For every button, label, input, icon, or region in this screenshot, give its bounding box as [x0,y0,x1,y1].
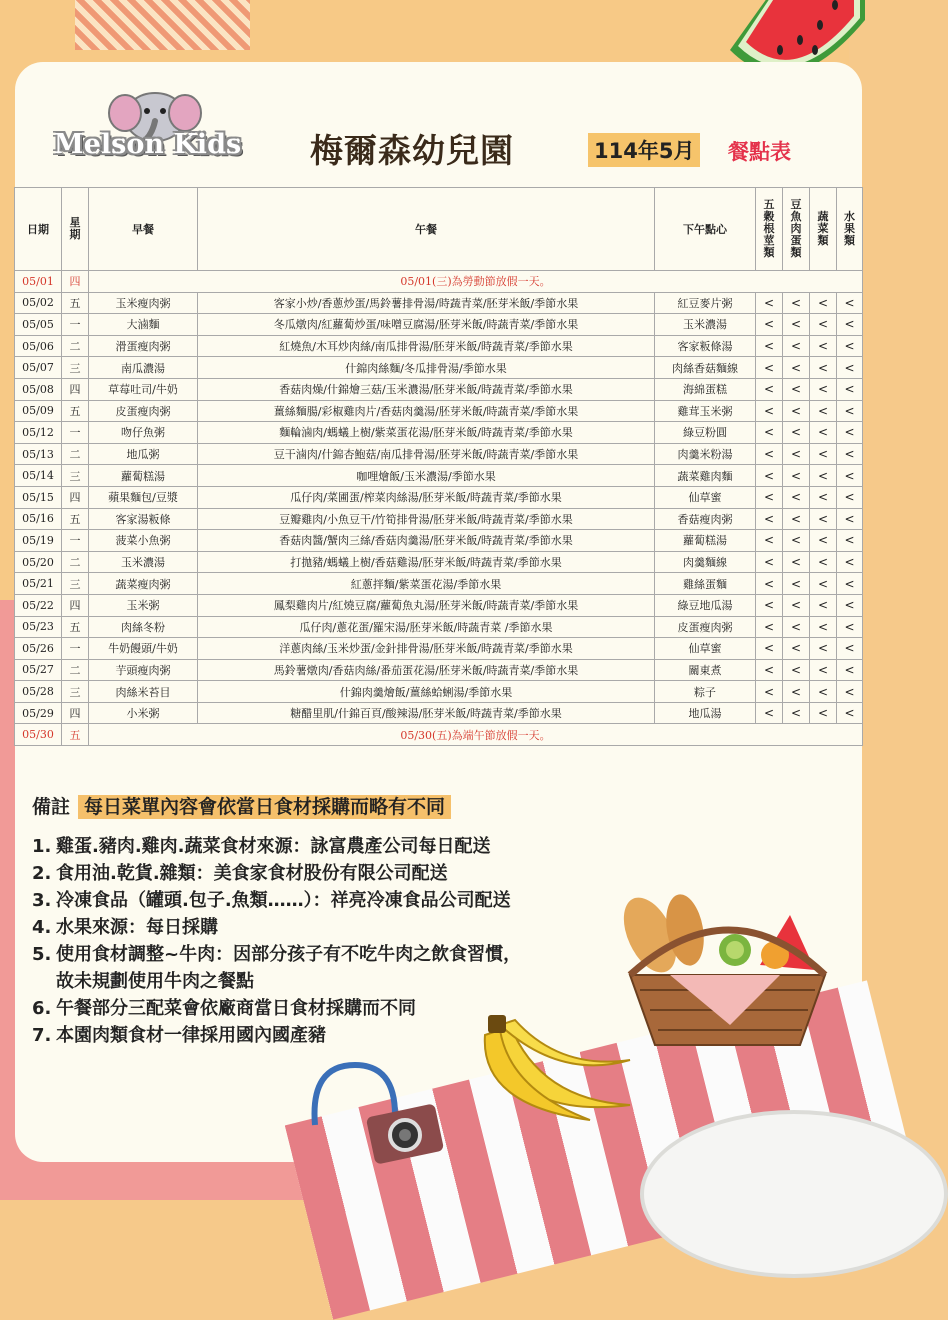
row-lunch: 豆干滷肉/什錦杏鮑菇/南瓜排骨湯/胚芽米飯/時蔬青菜/季節水果 [198,443,655,465]
table-row [15,551,863,573]
plate-decoration [640,1110,948,1278]
row-breakfast: 牛奶饅頭/牛奶 [89,638,198,660]
header-grains: 五 穀 根 莖 類 [756,188,783,271]
row-lunch: 咖哩燴飯/玉米濃湯/季節水果 [198,465,655,487]
row-date: 05/30 [15,724,62,746]
note-number: 7. [32,1025,52,1046]
food-group-check: < [837,659,863,681]
food-group-check: < [837,378,863,400]
row-snack: 關東煮 [655,659,756,681]
row-snack: 雞茸玉米粥 [655,400,756,422]
row-snack: 肉絲香菇麵線 [655,357,756,379]
row-date: 05/19 [15,530,62,552]
row-date: 05/07 [15,357,62,379]
food-group-check: < [837,616,863,638]
picnic-basket-icon [610,895,840,1055]
food-group-check: < [810,551,837,573]
row-snack: 紅豆麥片粥 [655,292,756,314]
food-group-check: < [837,422,863,444]
note-text: 使用食材調整~牛肉：因部分孩子有不吃牛肉之飲食習慣， [56,944,522,965]
row-weekday: 一 [62,530,89,552]
food-group-check: < [783,638,810,660]
row-date: 05/28 [15,681,62,703]
food-group-check: < [783,465,810,487]
food-group-check: < [837,551,863,573]
note-item [32,914,521,941]
food-group-check: < [810,357,837,379]
food-group-check: < [756,465,783,487]
food-group-check: < [756,400,783,422]
logo-text: Melson Kids [53,129,242,160]
row-lunch: 豆瓣雞肉/小魚豆干/竹筍排骨湯/胚芽米飯/時蔬青菜/季節水果 [198,508,655,530]
row-lunch: 薑絲麵腸/彩椒雞肉片/香菇肉羹湯/胚芽米飯/時蔬青菜/季節水果 [198,400,655,422]
food-group-check: < [810,508,837,530]
table-row [15,616,863,638]
food-group-check: < [756,292,783,314]
row-breakfast: 蘋果麵包/豆漿 [89,486,198,508]
header-protein: 豆 魚 肉 蛋 類 [783,188,810,271]
header-date: 日期 [15,188,62,271]
notes-header [32,792,521,819]
table-row [15,508,863,530]
row-lunch: 打拋豬/螞蟻上樹/香菇雞湯/胚芽米飯/時蔬青菜/季節水果 [198,551,655,573]
row-lunch: 什錦肉絲麵/冬瓜排骨湯/季節水果 [198,357,655,379]
food-group-check: < [837,443,863,465]
food-group-check: < [756,314,783,336]
menu-table [14,187,863,746]
row-breakfast: 玉米粥 [89,594,198,616]
header-breakfast: 早餐 [89,188,198,271]
row-date: 05/12 [15,422,62,444]
food-group-check: < [810,573,837,595]
row-weekday: 一 [62,422,89,444]
food-group-check: < [756,681,783,703]
row-snack: 仙草蜜 [655,638,756,660]
row-snack: 蘿蔔糕湯 [655,530,756,552]
food-group-check: < [756,508,783,530]
row-breakfast: 蘿蔔糕湯 [89,465,198,487]
food-group-check: < [783,400,810,422]
food-group-check: < [783,378,810,400]
note-number: 2. [32,863,52,884]
row-snack: 綠豆粉圓 [655,422,756,444]
table-row [15,357,863,379]
row-snack: 香菇瘦肉粥 [655,508,756,530]
table-row [15,271,863,293]
food-group-check: < [783,335,810,357]
note-text: 雞蛋.豬肉.雞肉.蔬菜食材來源：詠富農產公司每日配送 [56,836,491,857]
food-group-check: < [837,314,863,336]
table-row [15,638,863,660]
food-group-check: < [756,335,783,357]
row-breakfast: 皮蛋瘦肉粥 [89,400,198,422]
food-group-check: < [810,638,837,660]
food-group-check: < [837,573,863,595]
row-snack: 蔬菜雞肉麵 [655,465,756,487]
note-number: 1. [32,836,52,857]
food-group-check: < [810,486,837,508]
food-group-check: < [783,681,810,703]
food-group-check: < [837,400,863,422]
note-text: 冷凍食品（罐頭.包子.魚類……）：祥亮冷凍食品公司配送 [56,890,511,911]
food-group-check: < [810,702,837,724]
row-lunch: 香菇肉燥/什錦燴三菇/玉米濃湯/胚芽米飯/時蔬青菜/季節水果 [198,378,655,400]
notes-highlight: 每日菜單內容會依當日食材採購而略有不同 [78,795,451,819]
row-weekday: 二 [62,443,89,465]
row-snack: 地瓜湯 [655,702,756,724]
food-group-check: < [756,422,783,444]
row-weekday: 四 [62,594,89,616]
note-item [32,941,521,968]
food-group-check: < [837,638,863,660]
row-breakfast: 蔬菜瘦肉粥 [89,573,198,595]
food-group-check: < [783,702,810,724]
row-lunch: 冬瓜燉肉/紅蘿蔔炒蛋/味噌豆腐湯/胚芽米飯/時蔬青菜/季節水果 [198,314,655,336]
food-group-check: < [837,486,863,508]
food-group-check: < [783,594,810,616]
row-date: 05/05 [15,314,62,336]
food-group-check: < [756,594,783,616]
food-group-check: < [837,530,863,552]
row-weekday: 一 [62,638,89,660]
row-date: 05/16 [15,508,62,530]
row-weekday: 二 [62,659,89,681]
row-breakfast: 肉絲冬粉 [89,616,198,638]
row-snack: 肉羹麵線 [655,551,756,573]
row-snack: 玉米濃湯 [655,314,756,336]
notes-label: 備註 [32,796,71,818]
row-weekday: 四 [62,271,89,293]
row-date: 05/02 [15,292,62,314]
row-date: 05/15 [15,486,62,508]
food-group-check: < [756,659,783,681]
row-breakfast: 吻仔魚粥 [89,422,198,444]
row-snack: 粽子 [655,681,756,703]
header-vegetables: 蔬 菜 類 [810,188,837,271]
row-weekday: 五 [62,292,89,314]
note-number: 6. [32,998,52,1019]
food-group-check: < [837,335,863,357]
school-name: 梅爾森幼兒園 [310,131,514,170]
school-logo [40,85,255,170]
food-group-check: < [783,292,810,314]
row-date: 05/14 [15,465,62,487]
row-breakfast: 肉絲米苔目 [89,681,198,703]
row-date: 05/13 [15,443,62,465]
holiday-notice: 05/30(五)為端午節放假一天。 [89,724,863,746]
note-item [32,833,521,860]
row-lunch: 鳳梨雞肉片/紅燒豆腐/蘿蔔魚丸湯/胚芽米飯/時蔬青菜/季節水果 [198,594,655,616]
food-group-check: < [783,486,810,508]
row-date: 05/23 [15,616,62,638]
row-weekday: 二 [62,551,89,573]
row-date: 05/01 [15,271,62,293]
food-group-check: < [756,702,783,724]
food-group-check: < [783,422,810,444]
row-breakfast: 地瓜粥 [89,443,198,465]
row-weekday: 二 [62,335,89,357]
row-snack: 仙草蜜 [655,486,756,508]
menu-table-body [15,271,863,746]
row-weekday: 五 [62,616,89,638]
food-group-check: < [810,292,837,314]
food-group-check: < [810,314,837,336]
note-text-continued: 故未規劃使用牛肉之餐點 [56,971,254,992]
header-weekday: 星 期 [62,188,89,271]
row-date: 05/21 [15,573,62,595]
table-row [15,486,863,508]
row-weekday: 五 [62,724,89,746]
row-breakfast: 菠菜小魚粥 [89,530,198,552]
food-group-check: < [756,573,783,595]
row-weekday: 三 [62,681,89,703]
table-row [15,594,863,616]
food-group-check: < [810,400,837,422]
row-date: 05/09 [15,400,62,422]
food-group-check: < [756,551,783,573]
row-snack: 雞絲蛋麵 [655,573,756,595]
checkered-cloth-decoration [75,0,250,50]
note-text: 本園肉類食材一律採用國內國產豬 [56,1025,326,1046]
row-weekday: 五 [62,508,89,530]
food-group-check: < [810,530,837,552]
row-lunch: 麵輪滷肉/螞蟻上樹/紫菜蛋花湯/胚芽米飯/時蔬青菜/季節水果 [198,422,655,444]
table-row [15,724,863,746]
food-group-check: < [810,443,837,465]
food-group-check: < [783,551,810,573]
food-group-check: < [837,681,863,703]
food-group-check: < [756,378,783,400]
note-number: 4. [32,917,52,938]
row-weekday: 四 [62,378,89,400]
food-group-check: < [756,530,783,552]
row-lunch: 紅燒魚/木耳炒肉絲/南瓜排骨湯/胚芽米飯/時蔬青菜/季節水果 [198,335,655,357]
row-lunch: 客家小炒/香蔥炒蛋/馬鈴薯排骨湯/時蔬青菜/胚芽米飯/季節水果 [198,292,655,314]
note-item [32,860,521,887]
food-group-check: < [837,508,863,530]
table-row [15,422,863,444]
row-date: 05/08 [15,378,62,400]
header-fruit: 水 果 類 [837,188,863,271]
row-weekday: 四 [62,702,89,724]
row-breakfast: 小米粥 [89,702,198,724]
row-date: 05/20 [15,551,62,573]
food-group-check: < [783,508,810,530]
note-text: 食用油.乾貨.雜類：美食家食材股份有限公司配送 [56,863,448,884]
table-row [15,573,863,595]
table-row [15,659,863,681]
row-lunch: 香菇肉醬/蟹肉三絲/香菇肉羹湯/胚芽米飯/時蔬青菜/季節水果 [198,530,655,552]
food-group-check: < [783,443,810,465]
food-group-check: < [756,443,783,465]
row-lunch: 洋蔥肉絲/玉米炒蛋/金針排骨湯/胚芽米飯/時蔬青菜/季節水果 [198,638,655,660]
food-group-check: < [756,616,783,638]
notes-list [32,833,521,1049]
note-item [32,995,521,1022]
note-item [32,887,521,914]
table-row [15,292,863,314]
food-group-check: < [756,638,783,660]
table-row [15,702,863,724]
note-text: 午餐部分三配菜會依廠商當日食材採購而不同 [56,998,416,1019]
table-row [15,465,863,487]
banana-icon [470,1010,640,1130]
table-row [15,400,863,422]
row-date: 05/27 [15,659,62,681]
row-weekday: 三 [62,465,89,487]
food-group-check: < [810,335,837,357]
header-snack: 下午點心 [655,188,756,271]
row-snack: 肉羹米粉湯 [655,443,756,465]
row-lunch: 瓜仔肉/菜圃蛋/榨菜肉絲湯/胚芽米飯/時蔬青菜/季節水果 [198,486,655,508]
row-lunch: 馬鈴薯燉肉/香菇肉絲/番茄蛋花湯/胚芽米飯/時蔬青菜/季節水果 [198,659,655,681]
food-group-check: < [837,465,863,487]
row-date: 05/29 [15,702,62,724]
row-breakfast: 客家湯粄條 [89,508,198,530]
row-lunch: 瓜仔肉/蔥花蛋/羅宋湯/胚芽米飯/時蔬青菜 /季節水果 [198,616,655,638]
row-weekday: 三 [62,573,89,595]
food-group-check: < [810,422,837,444]
row-lunch: 什錦肉羹燴飯/薑絲蛤蜊湯/季節水果 [198,681,655,703]
row-snack: 海綿蛋糕 [655,378,756,400]
note-text: 水果來源：每日採購 [56,917,218,938]
table-row [15,335,863,357]
table-row [15,314,863,336]
food-group-check: < [783,573,810,595]
food-group-check: < [783,357,810,379]
row-weekday: 四 [62,486,89,508]
food-group-check: < [837,357,863,379]
food-group-check: < [810,681,837,703]
row-snack: 皮蛋瘦肉粥 [655,616,756,638]
food-group-check: < [810,465,837,487]
food-group-check: < [783,530,810,552]
row-snack: 客家粄條湯 [655,335,756,357]
table-row [15,681,863,703]
table-row [15,530,863,552]
holiday-notice: 05/01(三)為勞動節放假一天。 [89,271,863,293]
note-number: 5. [32,944,52,965]
menu-title: 餐點表 [728,140,791,164]
row-breakfast: 玉米瘦肉粥 [89,292,198,314]
food-group-check: < [756,486,783,508]
menu-month: 114年5月 [588,133,700,167]
table-header-row [15,188,863,271]
row-date: 05/22 [15,594,62,616]
row-weekday: 三 [62,357,89,379]
row-breakfast: 芋頭瘦肉粥 [89,659,198,681]
food-group-check: < [837,292,863,314]
food-group-check: < [837,702,863,724]
row-weekday: 一 [62,314,89,336]
food-group-check: < [783,659,810,681]
food-group-check: < [810,378,837,400]
camera-icon [300,1055,450,1165]
row-date: 05/26 [15,638,62,660]
row-date: 05/06 [15,335,62,357]
food-group-check: < [810,594,837,616]
row-breakfast: 玉米濃湯 [89,551,198,573]
food-group-check: < [783,616,810,638]
row-lunch: 紅蔥拌麵/紫菜蛋花湯/季節水果 [198,573,655,595]
row-weekday: 五 [62,400,89,422]
row-breakfast: 滑蛋瘦肉粥 [89,335,198,357]
food-group-check: < [837,594,863,616]
row-snack: 綠豆地瓜湯 [655,594,756,616]
row-lunch: 糖醋里肌/什錦百頁/酸辣湯/胚芽米飯/時蔬青菜/季節水果 [198,702,655,724]
header-lunch: 午餐 [198,188,655,271]
table-row [15,378,863,400]
food-group-check: < [783,314,810,336]
row-breakfast: 大滷麵 [89,314,198,336]
food-group-check: < [810,659,837,681]
row-breakfast: 草莓吐司/牛奶 [89,378,198,400]
note-item [32,1022,521,1049]
row-breakfast: 南瓜濃湯 [89,357,198,379]
notes-section [32,792,521,1049]
food-group-check: < [756,357,783,379]
food-group-check: < [810,616,837,638]
note-number: 3. [32,890,52,911]
table-row [15,443,863,465]
